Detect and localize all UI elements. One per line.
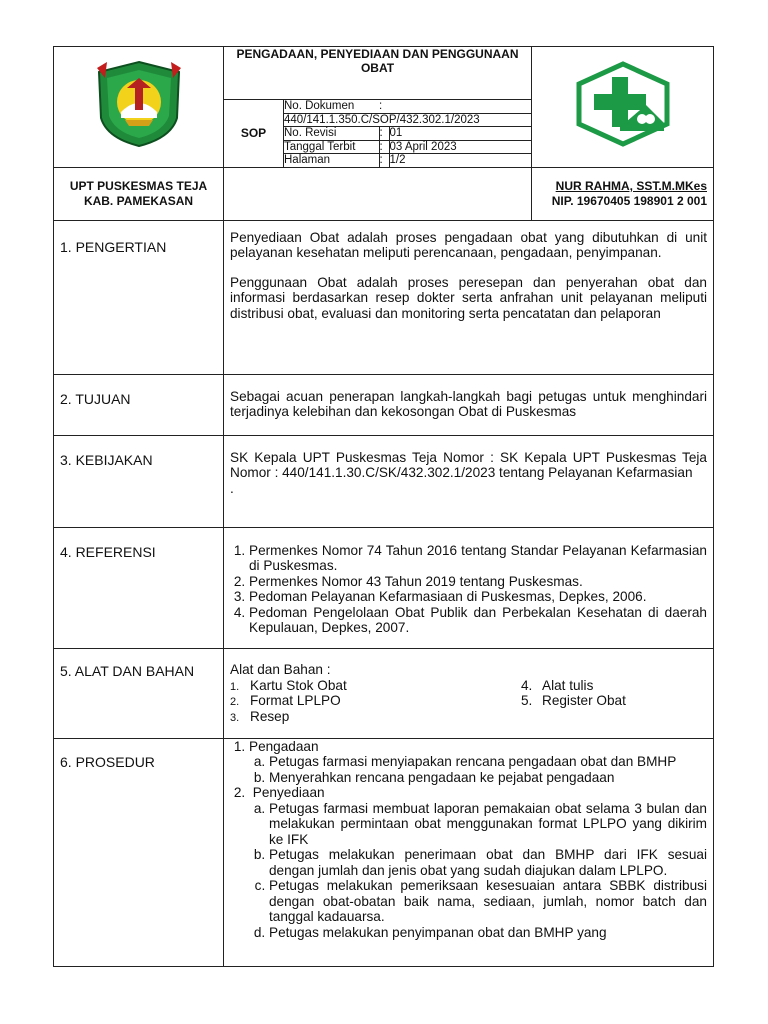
sop-document (53, 46, 713, 967)
section-referensi (54, 527, 714, 648)
procedure-list (230, 739, 707, 941)
section-content (224, 374, 714, 435)
item-number: 1. (230, 680, 240, 693)
section-content (224, 435, 714, 527)
sop-label: SOP (224, 100, 284, 168)
meta-sep: : (379, 100, 383, 112)
regency-logo-cell (54, 47, 224, 168)
list-item: 3. Pedoman Pelayanan Kefarmasiaan di Puskesmas, Depkes, 2006. (249, 589, 707, 605)
alat-left-list (230, 678, 347, 725)
list-item (521, 693, 626, 709)
meta-row (284, 127, 531, 141)
puskesmas-logo-cell (532, 47, 714, 168)
list-item: 4. Pedoman Pengelolaan Obat Publik dan Perbekalan Kesehatan di daerah Kepulauan, Depkes, 2007. (249, 605, 707, 636)
procedure-group-title: Penyediaan (249, 785, 325, 800)
list-item (521, 678, 626, 694)
item-number: 4. (521, 677, 533, 693)
item-text: Register Obat (542, 693, 626, 708)
section-prosedur (54, 738, 714, 966)
signatory-nip: NIP. 19670405 198901 2 001 (551, 193, 707, 208)
procedure-steps (249, 754, 707, 785)
list-item (230, 693, 347, 709)
meta-label: No. Dokumen (284, 100, 355, 112)
section-tujuan (54, 374, 714, 435)
signatory-name: NUR RAHMA, SST.M.MKes (555, 178, 707, 193)
section-kebijakan (54, 435, 714, 527)
meta-sep: : (379, 140, 383, 153)
list-item (230, 709, 347, 725)
item-text: Alat tulis (542, 677, 594, 693)
meta-label: No. Revisi (284, 127, 337, 139)
list-item (230, 678, 347, 694)
list-item: b. Menyerahkan rencana pengadaan ke pejabat pengadaan (269, 770, 707, 786)
document-number: 440/141.1.350.C/SOP/432.302.1/2023 (284, 113, 480, 126)
unit-line-2: KAB. PAMEKASAN (83, 193, 194, 208)
procedure-steps (249, 801, 707, 941)
item-text: Kartu Stok Obat (250, 677, 347, 693)
item-number: 2. (230, 696, 240, 708)
regency-emblem-icon (91, 58, 187, 150)
paragraph: Sebagai acuan penerapan langkah-langkah bagi petugas untuk menghindari terjadinya kelebihan dan kekosongan Obat di Puskesmas (230, 388, 707, 419)
section-label: 2. TUJUAN (54, 374, 224, 435)
issue-date-value: 03 April 2023 (389, 140, 457, 153)
meta-label: Tanggal Terbit (284, 140, 356, 153)
header-table (53, 46, 714, 221)
alat-heading: Alat dan Bahan : (230, 661, 331, 677)
section-label: 6. PROSEDUR (54, 738, 224, 966)
list-item: c. Petugas melakukan pemeriksaan kesesuaian antara SBBK distribusi dengan obat-obatan baik nama, sediaan, jumlah, nomor batch dan tanggal kadauarsa. (269, 878, 707, 925)
list-item: d. Petugas melakukan penyimpanan obat dan BMHP yang (269, 925, 707, 941)
meta-row (284, 113, 531, 127)
paragraph: SK Kepala UPT Puskesmas Teja Nomor : SK Kepala UPT Puskesmas Teja Nomor : 440/141.1.30.C/SK/432.302.1/2023 tentang Pelayanan Kefarmasian (230, 449, 707, 480)
section-content (224, 648, 714, 738)
item-text: Format LPLPO (250, 693, 341, 708)
paragraph: Penggunaan Obat adalah proses peresepan dan penyerahan obat dan informasi berdasarkan resep dokter serta anfrahan unit pelayanan meliputi distribusi obat, evaluasi dan monitoring serta pencatatan dan pelaporan (230, 274, 707, 321)
paragraph: Penyediaan Obat adalah proses pengadaan obat yang dibutuhkan di unit pelayanan kesehatan meliputi perencanaan, pengadaan, penyimpanan. (230, 229, 707, 260)
paragraph: . (230, 480, 234, 496)
document-meta (284, 100, 532, 168)
reference-list (230, 543, 707, 636)
section-content (224, 527, 714, 648)
puskesmas-logo-icon (574, 61, 672, 147)
section-alat (54, 648, 714, 738)
meta-row (284, 140, 531, 154)
section-label: 3. KEBIJAKAN (54, 435, 224, 527)
section-label: 4. REFERENSI (54, 527, 224, 648)
document-title: PENGADAAN, PENYEDIAAN DAN PENGGUNAAN OBAT (224, 47, 532, 100)
meta-row (284, 100, 531, 113)
section-content (224, 738, 714, 966)
procedure-group (249, 785, 707, 940)
section-label: 5. ALAT DAN BAHAN (54, 648, 224, 738)
section-pengertian (54, 220, 714, 374)
list-item: 1. Permenkes Nomor 74 Tahun 2016 tentang Standar Pelayanan Kefarmasian di Puskesmas. (249, 543, 707, 574)
meta-label: Halaman (284, 154, 331, 166)
item-number: 5. (521, 693, 533, 708)
content-table (53, 220, 714, 967)
list-item: 2. Permenkes Nomor 43 Tahun 2019 tentang Puskesmas. (249, 574, 707, 590)
page-value: 1/2 (389, 154, 406, 166)
meta-row (284, 154, 531, 167)
meta-sep: : (379, 154, 383, 166)
list-item: a. Petugas farmasi menyiapakan rencana pengadaan obat dan BMHP (269, 754, 707, 770)
alat-right-list (521, 678, 626, 709)
signatory (532, 167, 714, 220)
list-item: a. Petugas farmasi membuat laporan pemakaian obat selama 3 bulan dan melakukan permintaan obat menggunakan format LPLPO yang dikirim ke IFK (269, 801, 707, 848)
item-text: Resep (250, 708, 290, 724)
list-item: b. Petugas melakukan penerimaan obat dan BMHP dari IFK sesuai dengan jumlah dan jenis obat yang sudah diajukan dalam LPLPO. (269, 847, 707, 878)
blank-cell (224, 167, 532, 220)
procedure-group-title: Pengadaan (249, 738, 319, 754)
unit-name (54, 167, 224, 220)
section-content (224, 220, 714, 374)
procedure-group (249, 739, 707, 786)
item-number: 3. (230, 711, 240, 724)
unit-line-1: UPT PUSKESMAS TEJA (69, 178, 208, 193)
section-label: 1. PENGERTIAN (54, 220, 224, 374)
meta-sep: : (379, 127, 383, 139)
revision-value: 01 (389, 127, 403, 139)
